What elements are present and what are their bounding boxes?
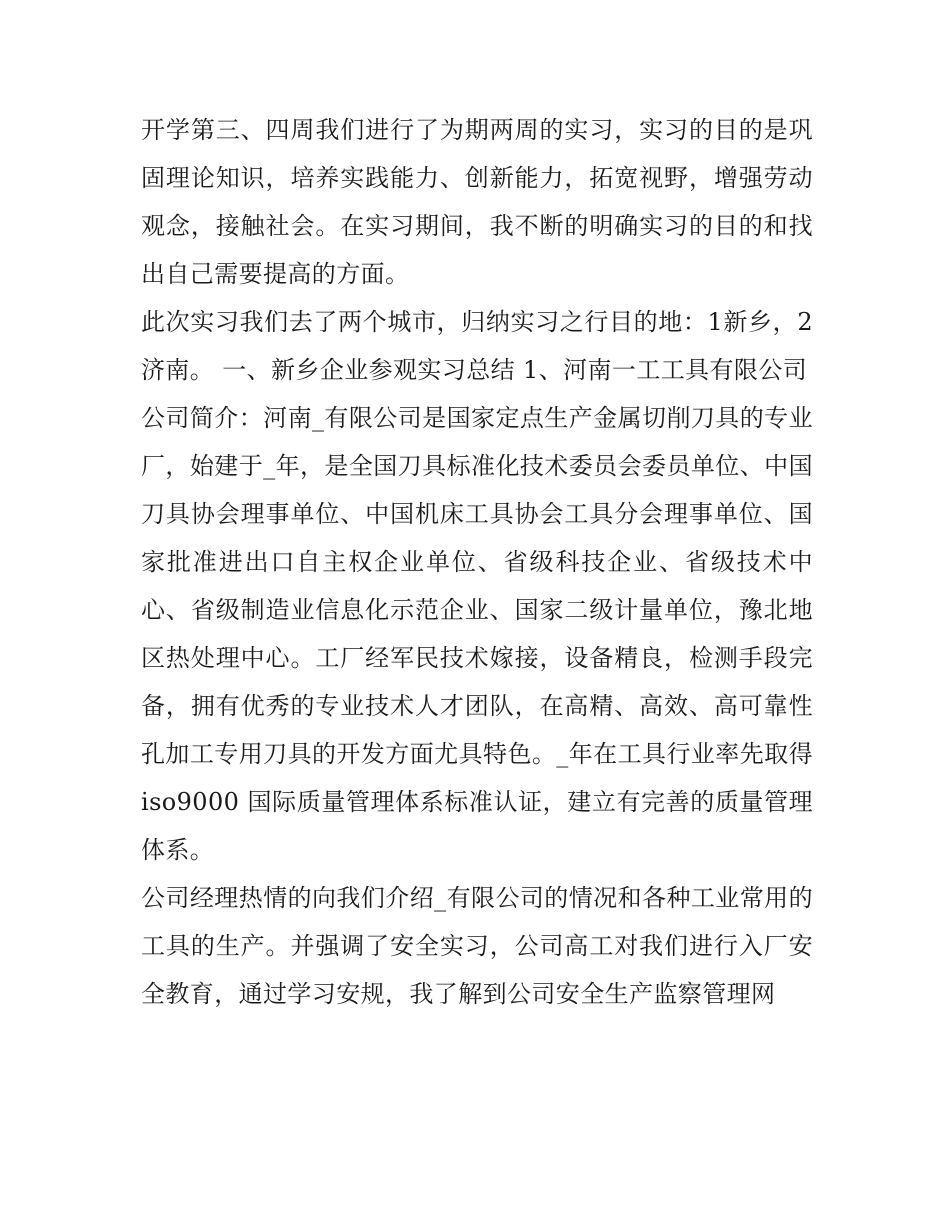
paragraph-destinations: 此次实习我们去了两个城市，归纳实习之行目的地：1新乡，2济南。 一、新乡企业参观实习总结 1、河南一工工具有限公司	[141, 308, 813, 384]
paragraph-company-profile: 公司简介：河南_有限公司是国家定点生产金属切削刀具的专业厂，始建于_年，是全国刀具标准化技术委员会委员单位、中国刀具协会理事单位、中国机床工具协会工具分会理事单位、国家批准进出口自主权企业单位、省级科技企业、省级技术中心、省级制造业信息化示范企业、国家二级计量单位，豫北地区热处理中心。工厂经军民技术嫁接，设备精良，检测手段完备，拥有优秀的专业技术人才团队，在高精、高效、高可靠性孔加工专用刀具的开发方面尤具特色。_年在工具行业率先取得 iso9000 国际质量管理体系标准认证，建立有完善的质量管理体系。	[141, 404, 813, 864]
paragraph-manager-introduction: 公司经理热情的向我们介绍_有限公司的情况和各种工业常用的工具的生产。并强调了安全实习，公司高工对我们进行入厂安全教育，通过学习安规，我了解到公司安全生产监察管理网	[141, 884, 813, 1008]
document-body	[141, 106, 813, 1018]
paragraph-internship-purpose: 开学第三、四周我们进行了为期两周的实习，实习的目的是巩固理论知识，培养实践能力、创新能力，拓宽视野，增强劳动观念，接触社会。在实习期间，我不断的明确实习的目的和找出自己需要提高的方面。	[141, 116, 813, 288]
